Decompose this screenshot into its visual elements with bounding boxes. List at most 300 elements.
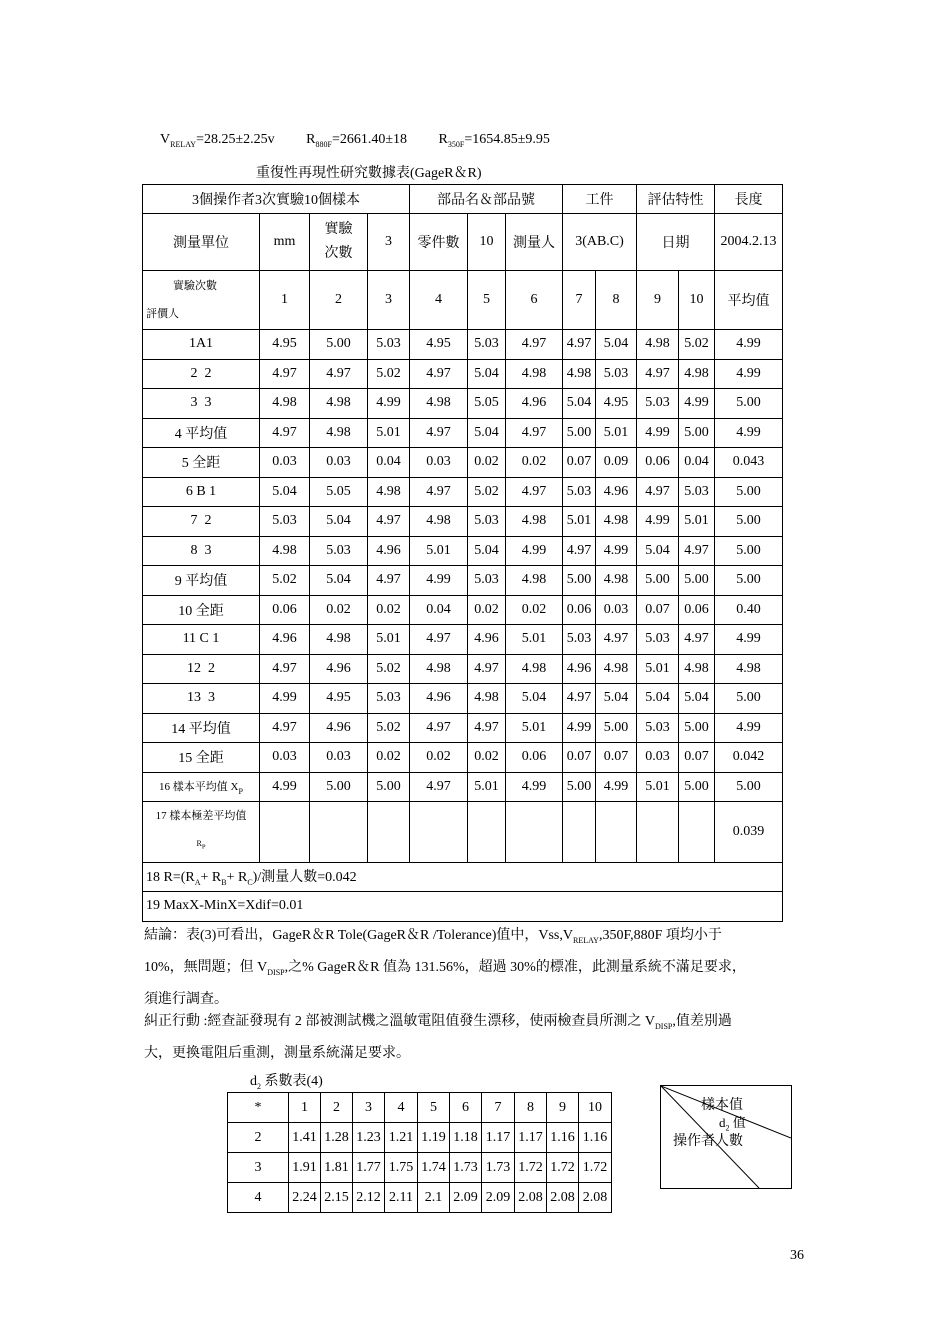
d2-cell: 1.16: [579, 1123, 612, 1153]
cell: 4.97: [368, 507, 410, 537]
row-average: 5.00: [715, 566, 783, 596]
cell: 0.03: [260, 743, 310, 773]
cell: 5.03: [468, 330, 506, 360]
cell: [679, 802, 715, 863]
d2-cell: 2.15: [321, 1183, 353, 1213]
row-average: 0.039: [715, 802, 783, 863]
trials-value: 3: [368, 214, 410, 271]
d2-cell: 2.09: [482, 1183, 515, 1213]
legend-operator-count: 操作者人數: [673, 1134, 743, 1149]
cell: 4.96: [368, 536, 410, 566]
cell: 4.97: [410, 418, 468, 448]
row-label: 3 3: [143, 389, 260, 419]
cell: 0.03: [260, 448, 310, 478]
row-average: 4.98: [715, 654, 783, 684]
d2-cell: 3: [353, 1093, 385, 1123]
cell: 5.02: [368, 654, 410, 684]
cell: 5.03: [368, 330, 410, 360]
cell: 4.98: [410, 507, 468, 537]
d2-cell: 1.17: [482, 1123, 515, 1153]
d2-cell: 2.24: [289, 1183, 321, 1213]
cell: 5.00: [679, 713, 715, 743]
cell: 5.02: [368, 359, 410, 389]
cell: 5.03: [637, 389, 679, 419]
cell: 5.04: [468, 359, 506, 389]
cell: 5.01: [506, 625, 563, 655]
row-average: 5.00: [715, 684, 783, 714]
row-label: 12 2: [143, 654, 260, 684]
cell: 4.96: [410, 684, 468, 714]
cell: 5.03: [637, 713, 679, 743]
cell: [368, 802, 410, 863]
cell: 5.05: [468, 389, 506, 419]
study-description: 3個操作者3次實驗10個樣本: [143, 185, 410, 214]
cell: 4.99: [368, 389, 410, 419]
table-row: [143, 359, 783, 389]
table-row: [143, 389, 783, 419]
table-row: [143, 625, 783, 655]
cell: 5.00: [679, 772, 715, 802]
cell: 4.96: [310, 713, 368, 743]
r880-spec: $R_{880F}=2661.40\pm 18$: [306, 132, 408, 149]
cell: 0.04: [679, 448, 715, 478]
corrective-paragraph: [144, 1008, 810, 1067]
cell: 4.97: [368, 566, 410, 596]
cell: 4.96: [310, 654, 368, 684]
table-row: [143, 743, 783, 773]
cell: 5.04: [468, 418, 506, 448]
cell: 4.98: [310, 418, 368, 448]
row-average: 4.99: [715, 625, 783, 655]
d2-cell: 1: [289, 1093, 321, 1123]
cell: 0.06: [506, 743, 563, 773]
cell: 5.00: [310, 330, 368, 360]
cell: [637, 802, 679, 863]
d2-cell: 1.18: [450, 1123, 482, 1153]
cell: 5.00: [637, 566, 679, 596]
unit-value: mm: [260, 214, 310, 271]
d2-cell: 2.09: [450, 1183, 482, 1213]
cell: 0.03: [596, 595, 637, 625]
row-label: 1A1: [143, 330, 260, 360]
cell: 5.03: [563, 625, 596, 655]
corner-cell: 實驗次數 評價人: [143, 271, 260, 330]
unit-label: 測量單位: [143, 214, 260, 271]
cell: 5.03: [310, 536, 368, 566]
d2-cell: 1.17: [515, 1123, 547, 1153]
cell: 4.98: [637, 330, 679, 360]
cell: 5.02: [468, 477, 506, 507]
cell: [468, 802, 506, 863]
cell: 4.96: [468, 625, 506, 655]
d2-row-label: 2: [228, 1123, 289, 1153]
col-header: 4: [410, 271, 468, 330]
cell: 5.01: [596, 418, 637, 448]
cell: 0.07: [596, 743, 637, 773]
cell: 4.97: [260, 418, 310, 448]
d2-cell: 7: [482, 1093, 515, 1123]
table-row: [143, 477, 783, 507]
cell: 4.98: [506, 566, 563, 596]
cell: 5.04: [310, 566, 368, 596]
cell: 0.06: [563, 595, 596, 625]
row-label: 7 2: [143, 507, 260, 537]
conclusion-line-2: 10%，無問題；但 $V_{DISP}$,之% GageR＆R 值為 131.56%，超過 30%的標准，此測量系統不滿足要求，: [144, 959, 746, 977]
d2-cell: 1.74: [418, 1153, 450, 1183]
d2-cell: 1.72: [579, 1153, 612, 1183]
cell: 4.97: [506, 477, 563, 507]
cell: 4.98: [410, 389, 468, 419]
cell: 4.97: [410, 359, 468, 389]
cell: 4.99: [506, 772, 563, 802]
cell: 4.99: [410, 566, 468, 596]
cell: 4.95: [310, 684, 368, 714]
cell: 0.07: [637, 595, 679, 625]
cell: 0.02: [468, 743, 506, 773]
parts-value: 10: [468, 214, 506, 271]
corrective-line-1: 糾正行動 :經查証發現有 2 部被測試機之溫敏電阻值發生漂移，使兩檢查員所測之 $V_{DISP}$,值差別過: [144, 1014, 732, 1031]
table-title: 重復性再現性研究數據表(GageR＆R): [256, 166, 482, 181]
corrective-line-2: 大，更換電阻后重測，測量系統滿足要求。: [144, 1045, 410, 1061]
col-header: 10: [679, 271, 715, 330]
d2-cell: 1.72: [515, 1153, 547, 1183]
d2-cell: 9: [547, 1093, 579, 1123]
conclusion-line-3: 須進行調查。: [144, 991, 228, 1007]
cell: 0.03: [410, 448, 468, 478]
d2-cell: 2.08: [579, 1183, 612, 1213]
cell: 0.07: [679, 743, 715, 773]
cell: 5.00: [563, 418, 596, 448]
d2-cell: 1.72: [547, 1153, 579, 1183]
cell: 4.98: [310, 625, 368, 655]
cell: 0.03: [637, 743, 679, 773]
table-row: [143, 330, 783, 360]
col-header: 5: [468, 271, 506, 330]
conclusion-line-1: 結論：表(3)可看出，GageR＆R Tole(GageR＆R /Tolerance)值中，$Vss,V_{RELAY},350F,880F$ 項均小于: [144, 928, 722, 945]
cell: 4.98: [596, 566, 637, 596]
gage-rr-table: [142, 184, 783, 922]
cell: 5.04: [637, 684, 679, 714]
cell: 4.97: [679, 625, 715, 655]
cell: 5.00: [310, 772, 368, 802]
cell: 4.98: [506, 654, 563, 684]
cell: 5.04: [596, 330, 637, 360]
d2-cell: 1.73: [482, 1153, 515, 1183]
cell: 4.98: [596, 654, 637, 684]
cell: 5.03: [596, 359, 637, 389]
cell: 4.98: [468, 684, 506, 714]
cell: 4.99: [260, 684, 310, 714]
part-label: 部品名＆部品號: [410, 185, 563, 214]
cell: 5.04: [596, 684, 637, 714]
cell: 4.96: [596, 477, 637, 507]
cell: 5.04: [260, 477, 310, 507]
characteristic-label: 評估特性: [637, 185, 715, 214]
cell: 5.02: [679, 330, 715, 360]
cell: 4.97: [468, 713, 506, 743]
row-label: 17 樣本極差平均值 $R_P$: [143, 802, 260, 863]
col-header: 7: [563, 271, 596, 330]
row-label: 10 全距: [143, 595, 260, 625]
row-average: 0.40: [715, 595, 783, 625]
row-average: 5.00: [715, 507, 783, 537]
d2-cell: 1.19: [418, 1123, 450, 1153]
cell: 0.06: [637, 448, 679, 478]
date-value: 2004.2.13: [715, 214, 783, 271]
row-average: 4.99: [715, 713, 783, 743]
xdif-row: [143, 892, 783, 922]
d2-cell: 2.11: [385, 1183, 418, 1213]
table-row: [143, 713, 783, 743]
cell: 4.95: [260, 330, 310, 360]
table-row: [143, 507, 783, 537]
cell: 4.97: [310, 359, 368, 389]
cell: 5.03: [260, 507, 310, 537]
cell: 0.06: [260, 595, 310, 625]
cell: 5.01: [563, 507, 596, 537]
d2-cell: 6: [450, 1093, 482, 1123]
d2-cell: 2.08: [547, 1183, 579, 1213]
cell: 4.97: [260, 359, 310, 389]
cell: 4.99: [596, 536, 637, 566]
cell: 5.00: [679, 418, 715, 448]
cell: 0.04: [410, 595, 468, 625]
cell: 4.97: [563, 536, 596, 566]
cell: 4.99: [596, 772, 637, 802]
d2-cell: 2.1: [418, 1183, 450, 1213]
cell: 4.99: [637, 418, 679, 448]
cell: 4.97: [410, 477, 468, 507]
d2-table-caption: $d_2$ 系數表(4): [250, 1074, 323, 1091]
d2-cell: 1.23: [353, 1123, 385, 1153]
cell: 4.98: [260, 536, 310, 566]
table-row: [143, 654, 783, 684]
cell: 4.99: [506, 536, 563, 566]
cell: [563, 802, 596, 863]
cell: 0.02: [310, 595, 368, 625]
cell: 4.97: [596, 625, 637, 655]
cell: [260, 802, 310, 863]
legend-sample-value: 樣本值: [701, 1098, 743, 1113]
row-average: 4.99: [715, 359, 783, 389]
cell: 4.99: [563, 713, 596, 743]
cell: 0.09: [596, 448, 637, 478]
v-relay-spec: $V_{RELAY}=28.25\pm 2.25v$: [160, 132, 275, 149]
legend-d2-value: $d_2$ 值: [719, 1115, 746, 1133]
cell: 4.97: [506, 418, 563, 448]
cell: 4.96: [506, 389, 563, 419]
cell: 5.03: [637, 625, 679, 655]
d2-cell: 1.73: [450, 1153, 482, 1183]
cell: [410, 802, 468, 863]
r-bar-row: [143, 862, 783, 892]
header-parameters: [160, 132, 578, 149]
col-header: 6: [506, 271, 563, 330]
cell: 5.03: [563, 477, 596, 507]
cell: 5.04: [310, 507, 368, 537]
d2-cell: 1.41: [289, 1123, 321, 1153]
d2-cell: 10: [579, 1093, 612, 1123]
d2-row: [228, 1183, 612, 1213]
row-average: 4.99: [715, 330, 783, 360]
d2-row: [228, 1123, 612, 1153]
cell: 4.95: [410, 330, 468, 360]
col-header: 1: [260, 271, 310, 330]
cell: 0.02: [368, 743, 410, 773]
row-label: 2 2: [143, 359, 260, 389]
cell: 4.97: [506, 330, 563, 360]
cell: 0.02: [506, 595, 563, 625]
column-header-row: [143, 271, 783, 330]
cell: 0.07: [563, 448, 596, 478]
row-label: 9 平均值: [143, 566, 260, 596]
cell: 5.00: [563, 772, 596, 802]
row-label: 16 樣本平均值 $X_P$: [143, 772, 260, 802]
cell: 4.98: [563, 359, 596, 389]
cell: 4.97: [563, 330, 596, 360]
cell: 4.97: [410, 625, 468, 655]
cell: 4.96: [563, 654, 596, 684]
trials-label: 實驗 次數: [310, 214, 368, 271]
page-number: 36: [790, 1248, 804, 1263]
cell: 4.97: [260, 713, 310, 743]
col-header: 2: [310, 271, 368, 330]
d2-cell: 1.81: [321, 1153, 353, 1183]
d2-cell: 2.12: [353, 1183, 385, 1213]
cell: [596, 802, 637, 863]
cell: 5.02: [260, 566, 310, 596]
operator-label: 測量人: [506, 214, 563, 271]
d2-cell: 1.91: [289, 1153, 321, 1183]
cell: 4.98: [596, 507, 637, 537]
cell: 4.98: [410, 654, 468, 684]
cell: 4.97: [260, 654, 310, 684]
work-label: 工件: [563, 185, 637, 214]
cell: 5.00: [596, 713, 637, 743]
date-label: 日期: [637, 214, 715, 271]
cell: 5.01: [410, 536, 468, 566]
cell: 4.97: [637, 359, 679, 389]
d2-legend-box: [660, 1085, 792, 1189]
cell: 0.02: [468, 448, 506, 478]
col-header: 8: [596, 271, 637, 330]
d2-row: [228, 1153, 612, 1183]
row-average: 5.00: [715, 477, 783, 507]
cell: 4.99: [637, 507, 679, 537]
cell: 5.03: [468, 566, 506, 596]
row-average: 5.00: [715, 389, 783, 419]
cell: 5.01: [468, 772, 506, 802]
r-bar-formula: 18 $R=(R_A+ R_B+ R_C)/$測量人數=0.042: [143, 862, 783, 892]
table-row: [143, 566, 783, 596]
cell: 4.97: [468, 654, 506, 684]
table-row: [143, 536, 783, 566]
sample-average-row: [143, 772, 783, 802]
d2-cell: 4: [385, 1093, 418, 1123]
row-label: 8 3: [143, 536, 260, 566]
cell: 5.01: [679, 507, 715, 537]
cell: [506, 802, 563, 863]
d2-row-label: *: [228, 1093, 289, 1123]
cell: 5.03: [468, 507, 506, 537]
d2-cell: 1.75: [385, 1153, 418, 1183]
row-average: 4.99: [715, 418, 783, 448]
cell: 0.04: [368, 448, 410, 478]
cell: 0.02: [410, 743, 468, 773]
d2-cell: 1.16: [547, 1123, 579, 1153]
row-label: 14 平均值: [143, 713, 260, 743]
cell: 4.99: [260, 772, 310, 802]
table-row: [143, 448, 783, 478]
operator-value: 3(AB.C): [563, 214, 637, 271]
table-row: [143, 418, 783, 448]
cell: 5.01: [637, 772, 679, 802]
cell: 5.05: [310, 477, 368, 507]
row-label: 6 B 1: [143, 477, 260, 507]
cell: 4.97: [637, 477, 679, 507]
cell: 4.98: [506, 359, 563, 389]
cell: 5.04: [637, 536, 679, 566]
info-row-2: [143, 214, 783, 271]
d2-cell: 2.08: [515, 1183, 547, 1213]
info-row-1: [143, 185, 783, 214]
cell: 4.98: [506, 507, 563, 537]
cell: 0.07: [563, 743, 596, 773]
parts-label: 零件數: [410, 214, 468, 271]
table-row: [143, 595, 783, 625]
row-average: 0.042: [715, 743, 783, 773]
table-row: [143, 684, 783, 714]
cell: 5.04: [563, 389, 596, 419]
cell: 4.97: [563, 684, 596, 714]
row-average: 0.043: [715, 448, 783, 478]
row-label: 11 C 1: [143, 625, 260, 655]
d2-cell: 8: [515, 1093, 547, 1123]
d2-cell: 1.77: [353, 1153, 385, 1183]
cell: 4.97: [410, 772, 468, 802]
cell: 0.06: [679, 595, 715, 625]
d2-cell: 1.28: [321, 1123, 353, 1153]
row-label: 15 全距: [143, 743, 260, 773]
cell: 4.98: [368, 477, 410, 507]
cell: 5.01: [368, 418, 410, 448]
cell: 4.98: [310, 389, 368, 419]
cell: 0.02: [468, 595, 506, 625]
cell: 5.01: [506, 713, 563, 743]
row-average: 5.00: [715, 536, 783, 566]
cell: 4.99: [679, 389, 715, 419]
d2-cell: 1.21: [385, 1123, 418, 1153]
cell: 5.02: [368, 713, 410, 743]
cell: 4.98: [260, 389, 310, 419]
row-label: 4 平均值: [143, 418, 260, 448]
cell: 4.97: [679, 536, 715, 566]
cell: 4.95: [596, 389, 637, 419]
cell: 5.03: [368, 684, 410, 714]
cell: 0.03: [310, 743, 368, 773]
r350-spec: $R_{350F}=1654.85\pm 9.95$: [438, 132, 550, 149]
xdif-formula: 19 MaxX-MinX=Xdif=0.01: [143, 892, 783, 922]
d2-cell: 2: [321, 1093, 353, 1123]
row-label: 5 全距: [143, 448, 260, 478]
d2-cell: 5: [418, 1093, 450, 1123]
cell: 5.04: [506, 684, 563, 714]
cell: 0.02: [506, 448, 563, 478]
cell: 5.03: [679, 477, 715, 507]
cell: 5.00: [368, 772, 410, 802]
row-label: 13 3: [143, 684, 260, 714]
conclusion-paragraph: [144, 922, 810, 1013]
